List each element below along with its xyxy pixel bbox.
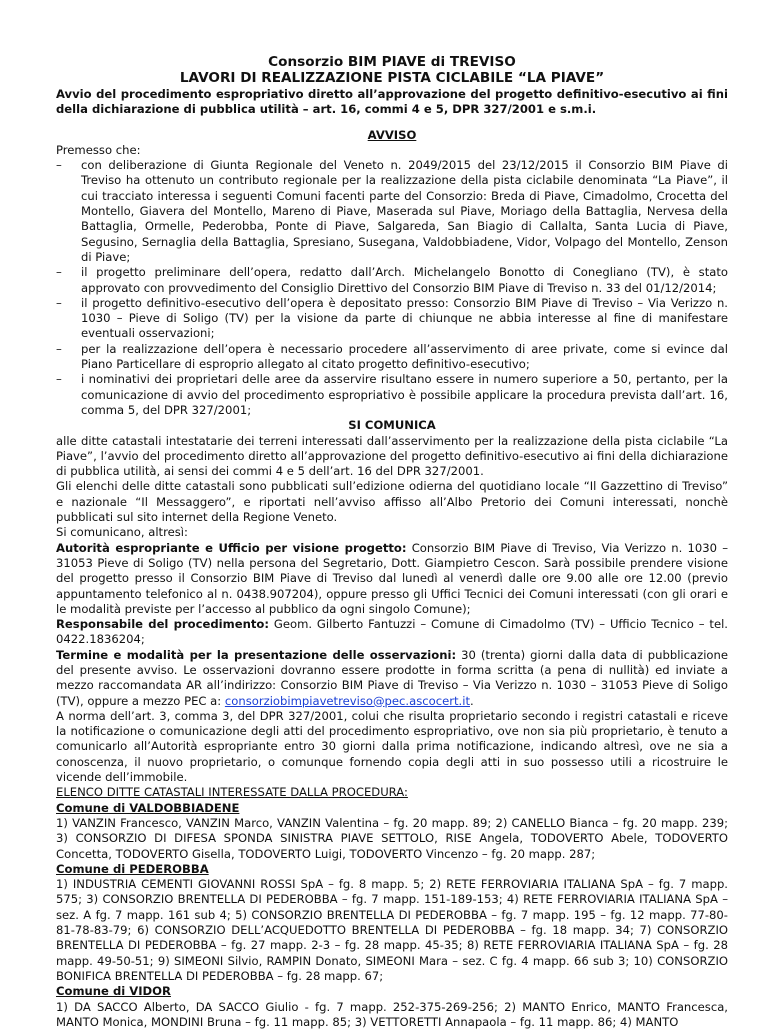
title-line-1: Consorzio BIM PIAVE di TREVISO	[268, 54, 516, 70]
si-comunica-paragraph: alle ditte catastali intestatarie dei terreni interessati dall’asservimento per la realizzazione della pista ciclabile “La Piave”, l’avvio del procedimento diretto all’approvazione del progetto definitivo-esecutivo ai fini della dichiarazione di pubblica utilità, ai sensi dei commi 4 e 5 dell’art. 16 del DPR 327/2001.	[56, 433, 728, 479]
termine-after: .	[470, 693, 474, 708]
avviso-heading: AVVISO	[367, 127, 417, 142]
title-line-2: LAVORI DI REALIZZAZIONE PISTA CICLABILE “LA PIAVE”	[179, 70, 605, 86]
autorita-paragraph	[56, 541, 728, 617]
premesso-item-3: – il progetto definitivo-esecutivo dell’opera è depositato presso: Consorzio BIM Piave di Treviso – Via Verizzo n. 1030 – Pieve di Soligo (TV) per la visione da parte di chiunque ne abbia interesse al fine di manifestare eventuali osservazioni;	[81, 296, 728, 342]
autorita-label: Autorità espropriante e Ufficio per visione progetto:	[56, 540, 407, 555]
responsabile-text: Geom. Gilberto Fantuzzi – Comune di Cimadolmo (TV) – Ufficio Tecnico – tel. 0422.1836204;	[56, 617, 728, 647]
comune-vidor-heading: Comune di VIDOR	[56, 984, 171, 999]
termine-label: Termine e modalità per la presentazione delle osservazioni:	[56, 647, 457, 662]
premesso-item-5: – i nominativi dei proprietari delle aree da asservire risultano essere in numero superiore a 50, pertanto, per la comunicazione di avvio del procedimento espropriativo è possibile applicare la procedura prevista dall’art. 16, comma 5, del DPR 327/2001;	[81, 372, 728, 418]
responsabile-paragraph	[56, 617, 728, 648]
si-comunica-heading: SI COMUNICA	[348, 418, 436, 433]
termine-paragraph	[56, 648, 728, 709]
responsabile-label: Responsabile del procedimento:	[56, 617, 269, 632]
subtitle: Avvio del procedimento espropriativo diretto all’approvazione del progetto definitivo-esecutivo ai fini della dichiarazione di pubblica utilità – art. 16, commi 4 e 5, DPR 327/2001 e s.m.i.	[56, 87, 728, 117]
premesso-list	[56, 158, 728, 418]
comune-valdobbiadene-heading: Comune di VALDOBBIADENE	[56, 800, 240, 815]
termine-text: 30 (trenta) giorni dalla data di pubblicazione del presente avviso. Le osservazioni dovranno essere prodotte in forma scritta (a pena di nullità) ed inviate a mezzo raccomandata AR all’indirizzo: Consorzio BIM Piave di Treviso – Via Verizzo n. 1030 – 31053 Pieve di Soligo (TV), oppure a mezzo PEC a:	[56, 647, 728, 708]
premesso-item-2: – il progetto preliminare dell’opera, redatto dall’Arch. Michelangelo Bonotto di Conegliano (TV), è stato approvato con provvedimento del Consiglio Direttivo del Consorzio BIM Piave di Treviso n. 33 del 01/12/2014;	[81, 265, 728, 296]
elenco-heading: ELENCO DITTE CATASTALI INTERESSATE DALLA PROCEDURA:	[56, 785, 408, 800]
comune-vidor-list: 1) DA SACCO Alberto, DA SACCO Giulio - fg. 7 mapp. 252-375-269-256; 2) MANTO Enrico, MANTO Francesca, MANTO Monica, MONDINI Bruna – fg. 11 mapp. 85; 3) VETTORETTI Annapaola – fg. 11 mapp. 86; 4) MANTO	[56, 999, 728, 1029]
pec-email-link[interactable]: consorziobimpiavetreviso@pec.ascocert.it	[224, 693, 470, 708]
comune-valdobbiadene-list: 1) VANZIN Francesco, VANZIN Marco, VANZIN Valentina – fg. 20 mapp. 89; 2) CANELLO Bianca – fg. 20 mapp. 239; 3) CONSORZIO DI DIFESA SPONDA SINISTRA PIAVE SETTOLO, RISE Angela, TODOVERTO Abele, TODOVERTO Concetta, TODOVERTO Gisella, TODOVERTO Luigi, TODOVERTO Vincenzo – fg. 20 mapp. 287;	[56, 815, 728, 861]
premesso-item-1: – con deliberazione di Giunta Regionale del Veneto n. 2049/2015 del 23/12/2015 il Consorzio BIM Piave di Treviso ha ottenuto un contributo regionale per la realizzazione della pista ciclabile denominata “La Piave”, il cui tracciato interessa i seguenti Comuni facenti parte del Consorzio: Breda di Piave, Cimadolmo, Crocetta del Montello, Giavera del Montello, Mareno di Piave, Maserada sul Piave, Moriago della Battaglia, Nervesa della Battaglia, Ormelle, Pederobba, Ponte di Piave, Salgareda, San Biagio di Callalta, Santa Lucia di Piave, Segusino, Sernaglia della Battaglia, Spresiano, Susegana, Valdobbiadene, Vidor, Volpago del Montello, Zenson di Piave;	[81, 158, 728, 265]
comune-pederobba-list: 1) INDUSTRIA CEMENTI GIOVANNI ROSSI SpA – fg. 8 mapp. 5; 2) RETE FERROVIARIA ITALIANA SpA – fg. 7 mapp. 575; 3) CONSORZIO BRENTELLA DI PEDEROBBA – fg. 7 mapp. 151-189-153; 4) RETE FERROVIARIA ITALIANA SpA – sez. A fg. 7 mapp. 161 sub 4; 5) CONSORZIO BRENTELLA DI PEDEROBBA – fg. 7 mapp. 195 – fg. 12 mapp. 77-80-81-78-83-79; 6) CONSORZIO DELL’ACQUEDOTTO BRENTELLA DI PEDEROBBA – fg. 18 mapp. 34; 7) CONSORZIO BRENTELLA DI PEDEROBBA – fg. 27 mapp. 2-3 – fg. 28 mapp. 45-35; 8) RETE FERROVIARIA ITALIANA SpA – fg. 28 mapp. 49-50-51; 9) SIMEONI Silvio, RAMPIN Donato, SIMEONI Mara – sez. C fg. 4 mapp. 66 sub 3; 10) CONSORZIO BONIFICA BRENTELLA DI PEDEROBBA – fg. 28 mapp. 67;	[56, 877, 728, 983]
premesso-label: Premesso che:	[56, 142, 141, 157]
norma-paragraph: A norma dell’art. 3, comma 3, del DPR 327/2001, colui che risulta proprietario secondo i registri catastali e riceve la notificazione o comunicazione degli atti del procedimento espropriativo, ove non sia più proprietario, è tenuto a comunicarlo all’Autorità espropriante entro 30 giorni dalla prima notificazione, indicando altresì, ove ne sia a conoscenza, il nuovo proprietario, o comunque fornendo copia degli atti in suo possesso utili a ricostruire le vicende dell’immobile.	[56, 708, 728, 785]
elenchi-paragraph: Gli elenchi delle ditte catastali sono pubblicati sull’edizione odierna del quotidiano locale “Il Gazzettino di Treviso” e nazionale “Il Messaggero”, e riportati nell’avviso affisso all’Albo Pretorio dei Comuni interessati, nonchè pubblicati sul sito internet della Regione Veneto.	[56, 479, 728, 525]
autorita-text: Consorzio BIM Piave di Treviso, Via Verizzo n. 1030 – 31053 Pieve di Soligo (TV) nella persona del Segretario, Dott. Giampietro Cescon. Sarà possibile prendere visione del progetto presso il Consorzio BIM Piave di Treviso dal lunedì al venerdì dalle ore 9.00 alle ore 12.00 (previo appuntamento telefonico al n. 0438.907204), oppure presso gli Uffici Tecnici dei Comuni interessati (con gli orari e le modalità previste per l’accesso al pubblico da ogni singolo Comune);	[56, 540, 728, 616]
premesso-item-4: – per la realizzazione dell’opera è necessario procedere all’asservimento di aree private, come si evince dal Piano Particellare di esproprio allegato al citato progetto definitivo-esecutivo;	[81, 342, 728, 373]
comune-pederobba-heading: Comune di PEDEROBBA	[56, 861, 209, 876]
si-comunicano-label: Si comunicano, altresì:	[56, 525, 188, 540]
